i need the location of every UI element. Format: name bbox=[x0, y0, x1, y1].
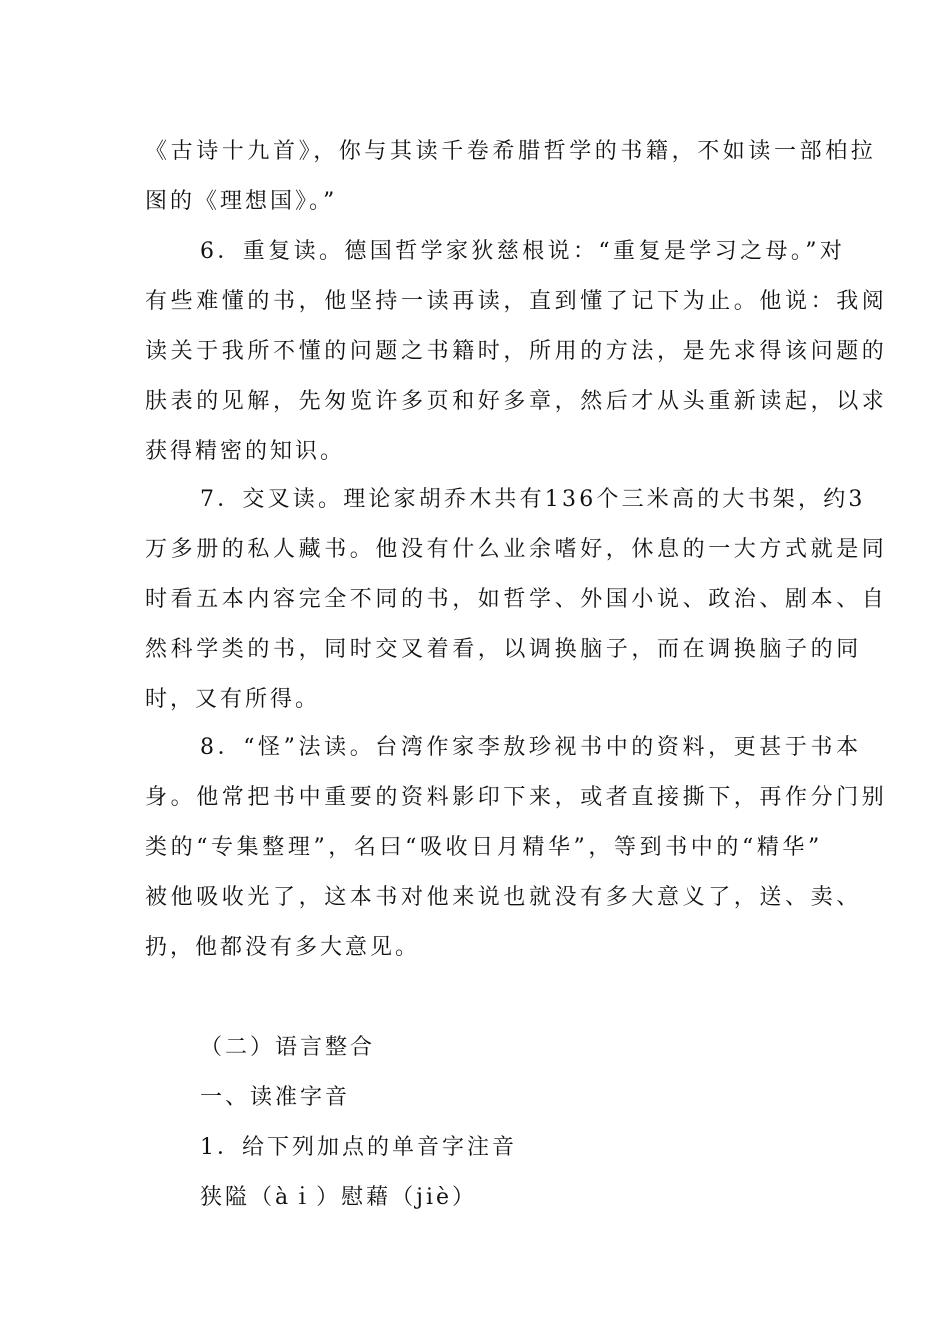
body-line: 时看五本内容完全不同的书，如哲学、外国小说、政治、剧本、自 bbox=[145, 587, 888, 612]
body-line: 图的《理想国》。” bbox=[145, 189, 338, 214]
body-line: 被他吸收光了，这本书对他来说也就没有多大意义了，送、卖、 bbox=[145, 885, 862, 910]
subsection-heading: 一、读准字音 bbox=[200, 1085, 351, 1110]
exercise-title: 1．给下列加点的单音字注音 bbox=[200, 1135, 517, 1160]
body-line: 身。他常把书中重要的资料影印下来，或者直接撕下，再作分门别 bbox=[145, 785, 888, 810]
body-line: 扔，他都没有多大意见。 bbox=[145, 935, 421, 960]
body-line: 获得精密的知识。 bbox=[145, 439, 346, 464]
body-line: 读关于我所不懂的问题之书籍时，所用的方法，是先求得该问题的 bbox=[145, 339, 888, 364]
body-line: 有些难懂的书，他坚持一读再读，直到懂了记下为止。他说：我阅 bbox=[145, 289, 888, 314]
body-line: 肤表的见解，先匆览许多页和好多章，然后才从头重新读起，以求 bbox=[145, 389, 888, 414]
body-line: 万多册的私人藏书。他没有什么业余嗜好，休息的一大方式就是同 bbox=[145, 537, 888, 562]
body-line: 然科学类的书，同时交叉着看，以调换脑子，而在调换脑子的同 bbox=[145, 637, 862, 662]
paragraph-7-start: 7．交叉读。理论家胡乔木共有136个三米高的大书架，约3 bbox=[200, 487, 866, 512]
body-line: 类的“专集整理”，名曰“吸收日月精华”，等到书中的“精华” bbox=[145, 835, 823, 860]
paragraph-6-start: 6．重复读。德国哲学家狄慈根说：“重复是学习之母。”对 bbox=[200, 239, 846, 264]
body-line: 时，又有所得。 bbox=[145, 687, 321, 712]
body-line: 《古诗十九首》，你与其读千卷希腊哲学的书籍，不如读一部柏拉 bbox=[145, 139, 877, 164]
paragraph-8-start: 8．“怪”法读。台湾作家李敖珍视书中的资料，更甚于书本 bbox=[200, 735, 862, 760]
exercise-line: 狭隘（àｉ）慰藉（jiè） bbox=[200, 1185, 477, 1210]
section-heading: （二）语言整合 bbox=[200, 1035, 376, 1060]
